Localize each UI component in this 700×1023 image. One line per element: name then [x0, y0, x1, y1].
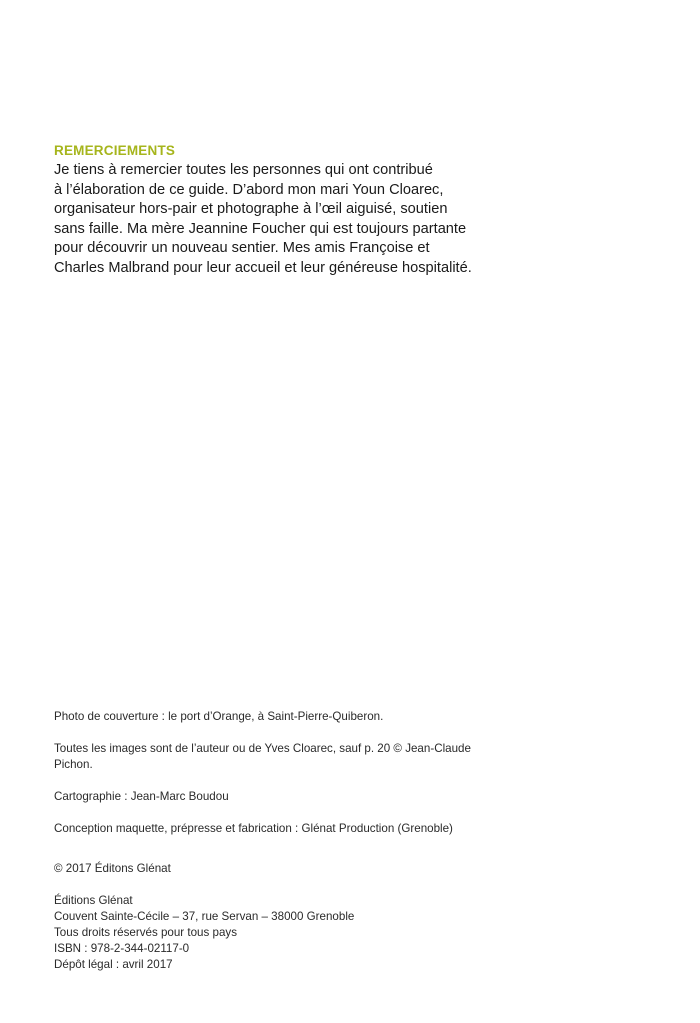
isbn-text: ISBN : 978-2-344-02117-0: [54, 942, 190, 955]
acknowledgements-line: pour découvrir un nouveau sentier. Mes amis Françoise et: [54, 240, 430, 257]
acknowledgements-title: REMERCIEMENTS: [54, 143, 176, 158]
cover-photo-text: Photo de couverture : le port d’Orange, à Saint-Pierre-Quiberon.: [54, 710, 384, 723]
images-credit: [54, 741, 514, 773]
spacer: [54, 773, 514, 789]
spacer: [54, 805, 514, 821]
credits-section: [54, 709, 514, 973]
spacer: [54, 725, 514, 741]
images-credit-line: Pichon.: [54, 758, 93, 771]
cartography-text: Cartographie : Jean-Marc Boudou: [54, 790, 229, 803]
acknowledgements-line: organisateur hors-pair et photographe à l’œil aiguisé, soutien: [54, 201, 448, 218]
cover-photo-credit: [54, 709, 514, 725]
publisher-info: [54, 893, 514, 973]
publisher-name: Éditions Glénat: [54, 894, 133, 907]
rights-text: Tous droits réservés pour tous pays: [54, 926, 238, 939]
copyright-text: © 2017 Éditons Glénat: [54, 862, 171, 875]
spacer: [54, 837, 514, 861]
publisher-address: Couvent Sainte-Cécile – 37, rue Servan – 38000 Grenoble: [54, 910, 355, 923]
design-credit: [54, 821, 514, 837]
acknowledgements-line: sans faille. Ma mère Jeannine Foucher qui est toujours partante: [54, 220, 467, 237]
acknowledgements-line: à l’élaboration de ce guide. D’abord mon mari Youn Cloarec,: [54, 181, 444, 198]
spacer: [54, 877, 514, 893]
cartography-credit: [54, 789, 514, 805]
legal-deposit-text: Dépôt légal : avril 2017: [54, 958, 173, 971]
acknowledgements-line: Je tiens à remercier toutes les personnes qui ont contribué: [54, 162, 433, 178]
acknowledgements-section: [54, 142, 514, 279]
acknowledgements-line: Charles Malbrand pour leur accueil et leur généreuse hospitalité.: [54, 259, 472, 276]
images-credit-line: Toutes les images sont de l’auteur ou de Yves Cloarec, sauf p. 20 © Jean-Claude: [54, 742, 471, 755]
acknowledgements-paragraph: [54, 161, 514, 279]
copyright-notice: [54, 861, 514, 877]
design-text: Conception maquette, prépresse et fabrication : Glénat Production (Grenoble): [54, 822, 453, 835]
